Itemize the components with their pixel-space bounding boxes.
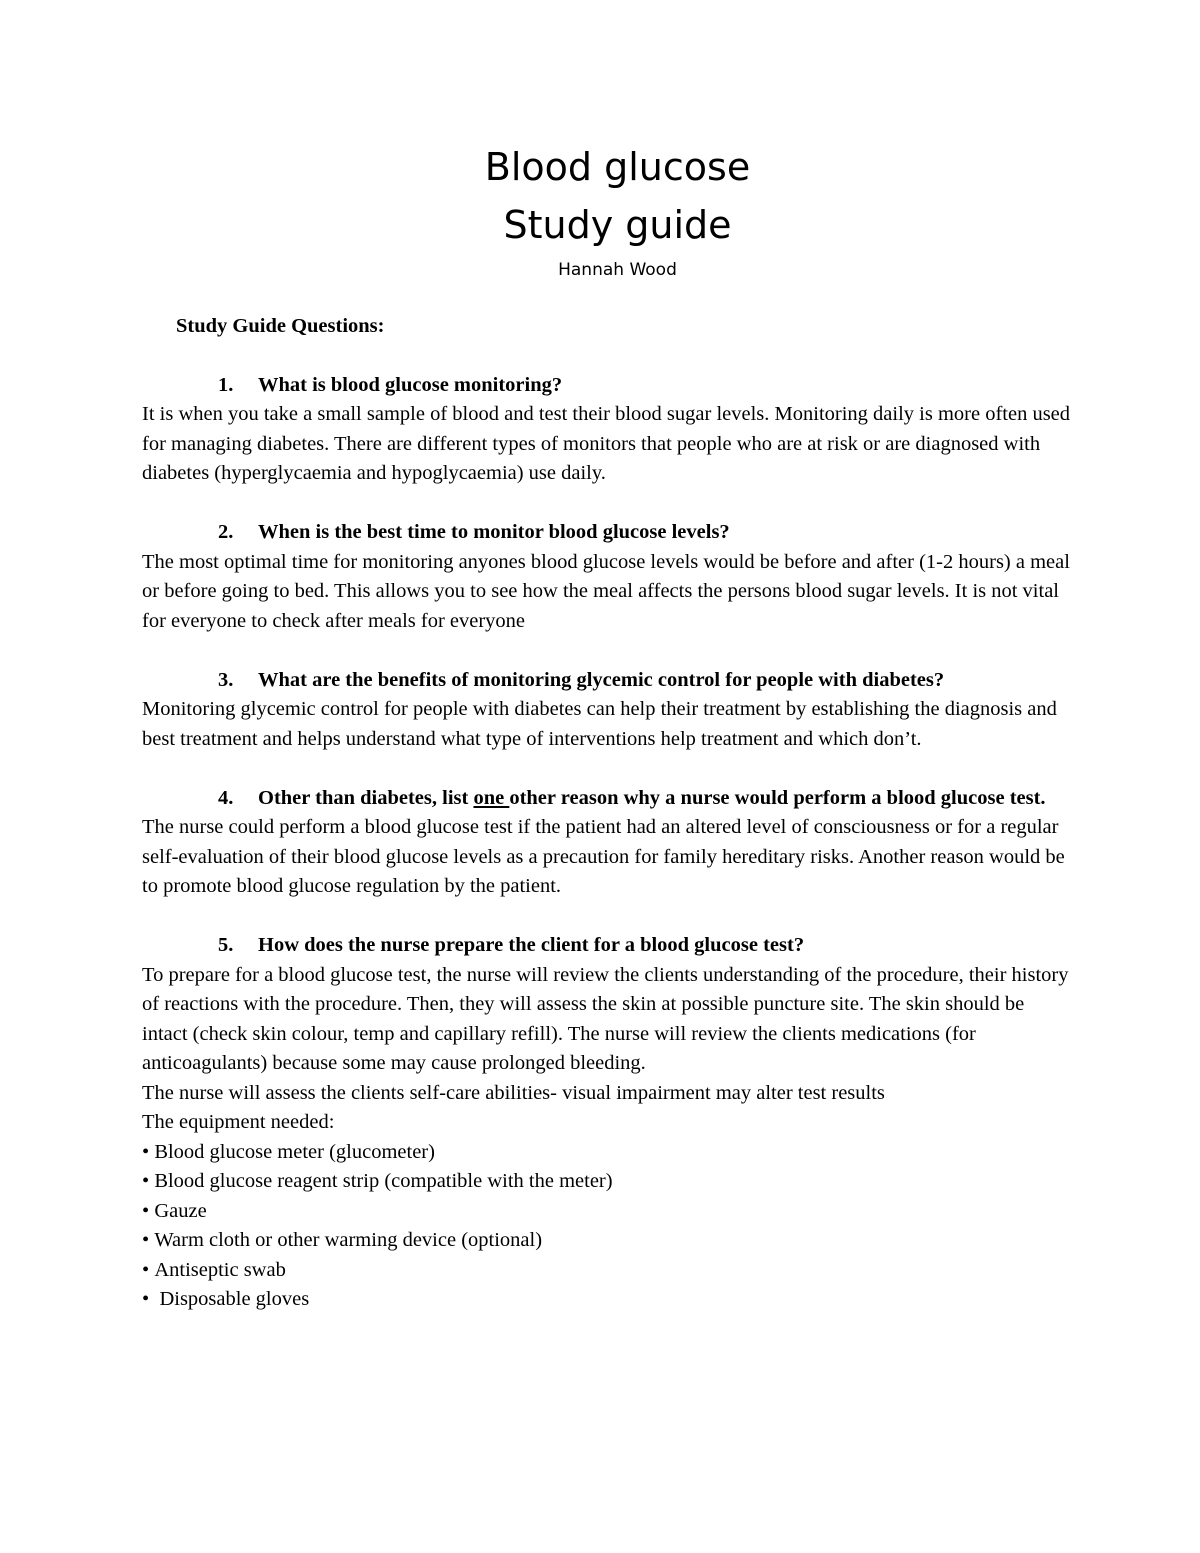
question-text-end: other reason why a nurse would perform a blood glucose test. bbox=[509, 786, 1046, 809]
answer-4: The nurse could perform a blood glucose test if the patient had an altered level of consciousness or for a regular self-evaluation of their blood glucose levels as a precaution for family hereditary risks. Another reason would be to promote blood glucose regulation by the patient. bbox=[142, 816, 1065, 897]
title-block bbox=[0, 138, 1200, 282]
question-text: What are the benefits of monitoring glycemic control for people with diabetes? bbox=[258, 668, 945, 691]
equipment-list bbox=[142, 1138, 1072, 1315]
question-text: What is blood glucose monitoring? bbox=[258, 373, 563, 396]
list-item: • Gauze bbox=[142, 1197, 1072, 1227]
question-2 bbox=[218, 518, 1072, 548]
list-item: • Warm cloth or other warming device (optional) bbox=[142, 1226, 1072, 1256]
answer-1: It is when you take a small sample of blood and test their blood sugar levels. Monitoring daily is more often used for managing diabetes. There are different types of monitors that people who are at risk or are diagnosed with diabetes (hyperglycaemia and hypoglycaemia) use daily. bbox=[142, 403, 1071, 484]
document-body bbox=[142, 312, 1072, 1315]
author-name: Hannah Wood bbox=[558, 260, 677, 280]
question-number: 1. bbox=[218, 373, 234, 396]
underlined-word: one bbox=[473, 786, 510, 809]
question-number: 2. bbox=[218, 521, 234, 543]
answer-5: To prepare for a blood glucose test, the nurse will review the clients understanding of the procedure, their history of reactions with the procedure. Then, they will assess the skin at possible puncture site. The skin should be intact (check skin colour, temp and capillary refill). The nurse will review the clients medications (for anticoagulants) because some may cause prolonged bleeding. bbox=[142, 963, 1069, 1074]
list-item: • Blood glucose reagent strip (compatible with the meter) bbox=[142, 1167, 1072, 1197]
equipment-heading: The equipment needed: bbox=[142, 1111, 335, 1133]
section-label: Study Guide Questions: bbox=[176, 315, 385, 337]
answer-2: The most optimal time for monitoring anyones blood glucose levels would be before and after (1-2 hours) a meal or before going to bed. This allows you to see how the meal affects the persons blood sugar levels. It is not vital for everyone to check after meals for everyone bbox=[142, 550, 1070, 632]
question-number: 3. bbox=[218, 668, 234, 691]
question-text bbox=[258, 784, 1072, 814]
question-text: When is the best time to monitor blood glucose levels? bbox=[258, 521, 730, 543]
question-4 bbox=[218, 784, 1072, 814]
question-text-start: Other than diabetes, list bbox=[258, 786, 474, 809]
list-item: • Blood glucose meter (glucometer) bbox=[142, 1138, 1072, 1168]
list-item: • Disposable gloves bbox=[142, 1285, 1072, 1315]
answer-5-extra: The nurse will assess the clients self-care abilities- visual impairment may alter test results bbox=[142, 1081, 885, 1104]
question-3 bbox=[218, 666, 1072, 696]
question-5 bbox=[218, 931, 1072, 961]
question-text: How does the nurse prepare the client for a blood glucose test? bbox=[258, 934, 805, 956]
question-1 bbox=[218, 371, 1072, 401]
list-item: • Antiseptic swab bbox=[142, 1256, 1072, 1286]
answer-3: Monitoring glycemic control for people with diabetes can help their treatment by establishing the diagnosis and best treatment and helps understand what type of interventions help treatment and which don’t. bbox=[142, 698, 1057, 750]
question-number: 4. bbox=[218, 786, 234, 809]
document-subtitle: Study guide bbox=[503, 203, 732, 247]
question-number: 5. bbox=[218, 934, 234, 956]
document-title: Blood glucose bbox=[484, 145, 751, 189]
